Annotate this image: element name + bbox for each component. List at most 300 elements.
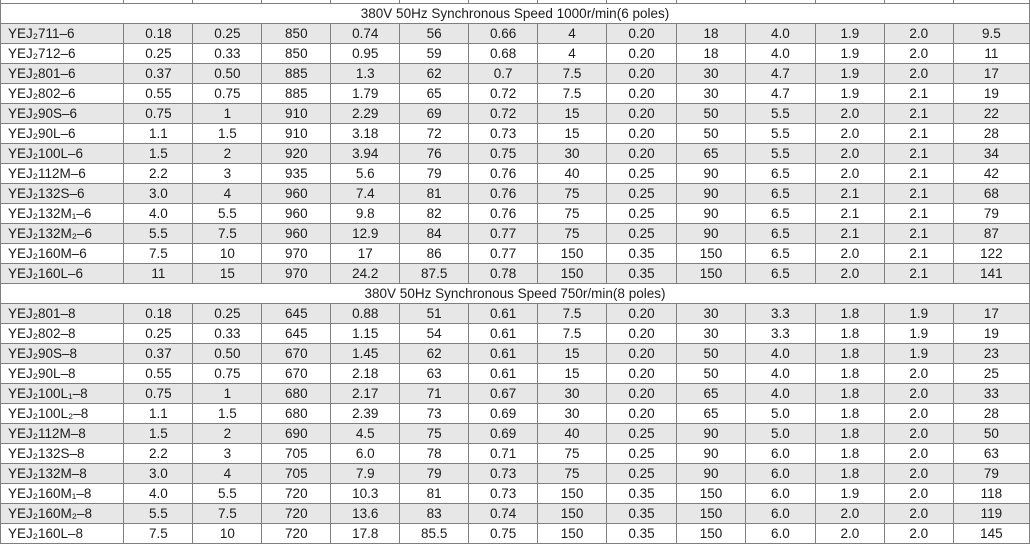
value-cell: 50	[677, 104, 746, 124]
value-cell: 1.1	[124, 404, 193, 424]
value-cell: 63	[953, 444, 1029, 464]
value-cell: 0.68	[469, 44, 538, 64]
table-row	[1, 264, 1030, 284]
value-cell: 2.17	[331, 384, 400, 404]
value-cell: 645	[262, 304, 331, 324]
value-cell: 970	[262, 264, 331, 284]
value-cell: 1	[193, 104, 262, 124]
value-cell: 2.0	[815, 504, 884, 524]
value-cell: 75	[538, 444, 607, 464]
model-cell: YEJ₂160M₂–8	[1, 504, 124, 524]
value-cell: 2.39	[331, 404, 400, 424]
model-cell: YEJ₂711–6	[1, 24, 124, 44]
model-cell: YEJ₂132M₁–6	[1, 204, 124, 224]
model-cell: YEJ₂160M₁–8	[1, 484, 124, 504]
value-cell: 5.5	[193, 204, 262, 224]
value-cell: 1.9	[815, 484, 884, 504]
value-cell: 33	[953, 384, 1029, 404]
model-cell: YEJ₂132S–8	[1, 444, 124, 464]
value-cell: 2.1	[884, 164, 953, 184]
table-row	[1, 404, 1030, 424]
value-cell: 1.9	[815, 44, 884, 64]
value-cell: 11	[124, 264, 193, 284]
model-cell: YEJ₂132S–6	[1, 184, 124, 204]
model-cell: YEJ₂90L–8	[1, 364, 124, 384]
table-row	[1, 304, 1030, 324]
value-cell: 6.0	[331, 444, 400, 464]
value-cell: 6.5	[745, 164, 815, 184]
value-cell: 17	[953, 64, 1029, 84]
value-cell: 0.35	[607, 484, 677, 504]
value-cell: 4	[538, 44, 607, 64]
value-cell: 1.8	[815, 424, 884, 444]
value-cell: 50	[677, 344, 746, 364]
value-cell: 2.1	[815, 224, 884, 244]
model-cell: YEJ₂802–8	[1, 324, 124, 344]
value-cell: 75	[400, 424, 469, 444]
value-cell: 690	[262, 424, 331, 444]
value-cell: 73	[400, 404, 469, 424]
table-row	[1, 504, 1030, 524]
value-cell: 87	[953, 224, 1029, 244]
value-cell: 645	[262, 324, 331, 344]
table-row	[1, 164, 1030, 184]
value-cell: 0.95	[331, 44, 400, 64]
value-cell: 4.0	[124, 204, 193, 224]
value-cell: 1.5	[193, 404, 262, 424]
value-cell: 5.5	[745, 104, 815, 124]
value-cell: 850	[262, 44, 331, 64]
value-cell: 19	[953, 324, 1029, 344]
value-cell: 5.0	[745, 404, 815, 424]
value-cell: 910	[262, 104, 331, 124]
value-cell: 0.73	[469, 484, 538, 504]
value-cell: 670	[262, 364, 331, 384]
model-cell: YEJ₂100L₁–8	[1, 384, 124, 404]
value-cell: 5.0	[745, 424, 815, 444]
value-cell: 0.20	[607, 64, 677, 84]
value-cell: 78	[400, 444, 469, 464]
value-cell: 920	[262, 144, 331, 164]
value-cell: 150	[677, 264, 746, 284]
value-cell: 56	[400, 24, 469, 44]
value-cell: 7.5	[538, 304, 607, 324]
model-cell: YEJ₂160L–6	[1, 264, 124, 284]
value-cell: 4	[193, 184, 262, 204]
value-cell: 18	[677, 44, 746, 64]
value-cell: 885	[262, 64, 331, 84]
value-cell: 1.8	[815, 464, 884, 484]
value-cell: 15	[538, 104, 607, 124]
value-cell: 2.0	[884, 444, 953, 464]
value-cell: 0.25	[193, 24, 262, 44]
value-cell: 1.9	[884, 344, 953, 364]
value-cell: 65	[677, 144, 746, 164]
value-cell: 30	[677, 324, 746, 344]
value-cell: 82	[400, 204, 469, 224]
table-row	[1, 244, 1030, 264]
model-cell: YEJ₂160M–6	[1, 244, 124, 264]
model-cell: YEJ₂801–6	[1, 64, 124, 84]
value-cell: 0.20	[607, 344, 677, 364]
value-cell: 90	[677, 164, 746, 184]
value-cell: 2.2	[124, 164, 193, 184]
value-cell: 90	[677, 444, 746, 464]
value-cell: 2.1	[884, 264, 953, 284]
value-cell: 2.1	[815, 204, 884, 224]
value-cell: 3.3	[745, 324, 815, 344]
value-cell: 2.1	[884, 124, 953, 144]
value-cell: 30	[677, 64, 746, 84]
value-cell: 17	[331, 244, 400, 264]
value-cell: 2.0	[884, 464, 953, 484]
value-cell: 910	[262, 124, 331, 144]
value-cell: 150	[677, 524, 746, 544]
value-cell: 0.75	[193, 364, 262, 384]
value-cell: 0.73	[469, 124, 538, 144]
table-row	[1, 364, 1030, 384]
value-cell: 0.50	[193, 344, 262, 364]
value-cell: 76	[400, 144, 469, 164]
table-row	[1, 344, 1030, 364]
value-cell: 0.61	[469, 324, 538, 344]
model-cell: YEJ₂100L₂–8	[1, 404, 124, 424]
value-cell: 75	[538, 184, 607, 204]
value-cell: 4.0	[745, 24, 815, 44]
value-cell: 3.94	[331, 144, 400, 164]
value-cell: 0.76	[469, 204, 538, 224]
value-cell: 1.9	[884, 304, 953, 324]
value-cell: 86	[400, 244, 469, 264]
value-cell: 7.5	[193, 504, 262, 524]
value-cell: 10.3	[331, 484, 400, 504]
section-header-row	[1, 4, 1030, 24]
section-header: 380V 50Hz Synchronous Speed 1000r/min(6 poles)	[1, 4, 1030, 24]
value-cell: 3.0	[124, 464, 193, 484]
value-cell: 0.25	[607, 164, 677, 184]
value-cell: 5.5	[124, 224, 193, 244]
value-cell: 65	[400, 84, 469, 104]
value-cell: 10	[193, 244, 262, 264]
value-cell: 0.20	[607, 144, 677, 164]
value-cell: 4.0	[745, 344, 815, 364]
value-cell: 0.74	[469, 504, 538, 524]
value-cell: 62	[400, 64, 469, 84]
value-cell: 10	[193, 524, 262, 544]
value-cell: 5.6	[331, 164, 400, 184]
model-cell: YEJ₂112M–8	[1, 424, 124, 444]
value-cell: 4.5	[331, 424, 400, 444]
value-cell: 0.61	[469, 344, 538, 364]
value-cell: 0.69	[469, 404, 538, 424]
value-cell: 3.0	[124, 184, 193, 204]
value-cell: 2.1	[884, 204, 953, 224]
value-cell: 9.5	[953, 24, 1029, 44]
table-row	[1, 64, 1030, 84]
value-cell: 0.20	[607, 124, 677, 144]
value-cell: 50	[677, 364, 746, 384]
value-cell: 15	[538, 344, 607, 364]
value-cell: 1.5	[124, 424, 193, 444]
value-cell: 90	[677, 424, 746, 444]
value-cell: 960	[262, 184, 331, 204]
value-cell: 2.1	[884, 144, 953, 164]
value-cell: 18	[677, 24, 746, 44]
value-cell: 3.3	[745, 304, 815, 324]
model-cell: YEJ₂801–8	[1, 304, 124, 324]
value-cell: 0.75	[469, 524, 538, 544]
value-cell: 0.25	[607, 464, 677, 484]
value-cell: 0.18	[124, 24, 193, 44]
value-cell: 0.20	[607, 384, 677, 404]
value-cell: 141	[953, 264, 1029, 284]
model-cell: YEJ₂90S–8	[1, 344, 124, 364]
value-cell: 30	[677, 84, 746, 104]
value-cell: 850	[262, 24, 331, 44]
value-cell: 30	[538, 404, 607, 424]
value-cell: 0.33	[193, 324, 262, 344]
value-cell: 87.5	[400, 264, 469, 284]
value-cell: 0.66	[469, 24, 538, 44]
value-cell: 71	[400, 384, 469, 404]
value-cell: 0.76	[469, 164, 538, 184]
model-cell: YEJ₂100L–6	[1, 144, 124, 164]
value-cell: 0.25	[607, 424, 677, 444]
table-row	[1, 104, 1030, 124]
value-cell: 1.8	[815, 384, 884, 404]
value-cell: 885	[262, 84, 331, 104]
table-row	[1, 424, 1030, 444]
value-cell: 15	[193, 264, 262, 284]
value-cell: 50	[953, 424, 1029, 444]
value-cell: 11	[953, 44, 1029, 64]
value-cell: 0.75	[124, 384, 193, 404]
value-cell: 54	[400, 324, 469, 344]
value-cell: 4.0	[745, 44, 815, 64]
model-cell: YEJ₂90L–6	[1, 124, 124, 144]
value-cell: 0.69	[469, 424, 538, 444]
value-cell: 6.5	[745, 264, 815, 284]
table-row	[1, 464, 1030, 484]
value-cell: 0.74	[331, 24, 400, 44]
value-cell: 7.5	[538, 324, 607, 344]
value-cell: 0.35	[607, 244, 677, 264]
value-cell: 0.25	[193, 304, 262, 324]
value-cell: 4.7	[745, 64, 815, 84]
value-cell: 6.5	[745, 184, 815, 204]
value-cell: 122	[953, 244, 1029, 264]
table-row	[1, 144, 1030, 164]
value-cell: 150	[677, 504, 746, 524]
value-cell: 150	[538, 264, 607, 284]
value-cell: 0.20	[607, 104, 677, 124]
model-cell: YEJ₂132M₂–6	[1, 224, 124, 244]
value-cell: 0.20	[607, 44, 677, 64]
value-cell: 0.25	[607, 444, 677, 464]
value-cell: 0.77	[469, 244, 538, 264]
value-cell: 1.8	[815, 304, 884, 324]
value-cell: 79	[953, 464, 1029, 484]
table-row	[1, 444, 1030, 464]
value-cell: 24.2	[331, 264, 400, 284]
value-cell: 6.0	[745, 524, 815, 544]
value-cell: 5.5	[745, 124, 815, 144]
value-cell: 75	[538, 204, 607, 224]
value-cell: 1.5	[193, 124, 262, 144]
value-cell: 2.2	[124, 444, 193, 464]
value-cell: 30	[538, 144, 607, 164]
model-cell: YEJ₂160L–8	[1, 524, 124, 544]
value-cell: 0.61	[469, 304, 538, 324]
value-cell: 81	[400, 184, 469, 204]
value-cell: 85.5	[400, 524, 469, 544]
value-cell: 2.1	[884, 244, 953, 264]
value-cell: 1.8	[815, 324, 884, 344]
value-cell: 960	[262, 204, 331, 224]
value-cell: 5.5	[745, 144, 815, 164]
section-header-row	[1, 284, 1030, 304]
value-cell: 17.8	[331, 524, 400, 544]
value-cell: 118	[953, 484, 1029, 504]
value-cell: 79	[400, 164, 469, 184]
value-cell: 0.37	[124, 344, 193, 364]
value-cell: 935	[262, 164, 331, 184]
value-cell: 12.9	[331, 224, 400, 244]
value-cell: 2.0	[884, 524, 953, 544]
value-cell: 0.7	[469, 64, 538, 84]
value-cell: 50	[677, 124, 746, 144]
value-cell: 23	[953, 344, 1029, 364]
value-cell: 1.9	[815, 24, 884, 44]
table-row	[1, 324, 1030, 344]
table-row	[1, 384, 1030, 404]
value-cell: 0.67	[469, 384, 538, 404]
value-cell: 150	[677, 244, 746, 264]
value-cell: 4.7	[745, 84, 815, 104]
value-cell: 0.71	[469, 444, 538, 464]
value-cell: 705	[262, 464, 331, 484]
value-cell: 5.5	[124, 504, 193, 524]
value-cell: 0.35	[607, 524, 677, 544]
table-body	[1, 0, 1030, 544]
value-cell: 69	[400, 104, 469, 124]
value-cell: 0.75	[193, 84, 262, 104]
value-cell: 30	[677, 304, 746, 324]
value-cell: 2.0	[884, 364, 953, 384]
value-cell: 3.18	[331, 124, 400, 144]
model-cell: YEJ₂712–6	[1, 44, 124, 64]
value-cell: 1.45	[331, 344, 400, 364]
value-cell: 84	[400, 224, 469, 244]
value-cell: 3	[193, 444, 262, 464]
table-row	[1, 484, 1030, 504]
value-cell: 7.9	[331, 464, 400, 484]
value-cell: 81	[400, 484, 469, 504]
value-cell: 19	[953, 84, 1029, 104]
value-cell: 0.76	[469, 184, 538, 204]
value-cell: 1.9	[815, 84, 884, 104]
value-cell: 0.35	[607, 264, 677, 284]
value-cell: 2.0	[884, 44, 953, 64]
value-cell: 2.1	[884, 224, 953, 244]
value-cell: 0.20	[607, 364, 677, 384]
value-cell: 6.0	[745, 464, 815, 484]
value-cell: 2.0	[815, 144, 884, 164]
value-cell: 1.3	[331, 64, 400, 84]
value-cell: 0.25	[607, 184, 677, 204]
value-cell: 6.0	[745, 444, 815, 464]
value-cell: 7.5	[193, 224, 262, 244]
value-cell: 680	[262, 404, 331, 424]
value-cell: 0.88	[331, 304, 400, 324]
value-cell: 90	[677, 224, 746, 244]
value-cell: 0.25	[124, 324, 193, 344]
value-cell: 0.55	[124, 364, 193, 384]
value-cell: 1.79	[331, 84, 400, 104]
value-cell: 25	[953, 364, 1029, 384]
value-cell: 22	[953, 104, 1029, 124]
value-cell: 5.5	[193, 484, 262, 504]
value-cell: 0.77	[469, 224, 538, 244]
value-cell: 2.0	[815, 244, 884, 264]
value-cell: 2.0	[815, 104, 884, 124]
value-cell: 6.5	[745, 224, 815, 244]
value-cell: 0.72	[469, 104, 538, 124]
value-cell: 2.0	[884, 504, 953, 524]
value-cell: 145	[953, 524, 1029, 544]
value-cell: 150	[538, 524, 607, 544]
value-cell: 1.8	[815, 444, 884, 464]
value-cell: 28	[953, 124, 1029, 144]
value-cell: 6.5	[745, 244, 815, 264]
value-cell: 6.0	[745, 484, 815, 504]
table-row	[1, 44, 1030, 64]
value-cell: 0.20	[607, 324, 677, 344]
value-cell: 2.0	[815, 124, 884, 144]
value-cell: 2.0	[815, 264, 884, 284]
value-cell: 2	[193, 144, 262, 164]
value-cell: 970	[262, 244, 331, 264]
value-cell: 1.9	[884, 324, 953, 344]
value-cell: 0.72	[469, 84, 538, 104]
value-cell: 65	[677, 404, 746, 424]
value-cell: 0.20	[607, 84, 677, 104]
value-cell: 13.6	[331, 504, 400, 524]
value-cell: 680	[262, 384, 331, 404]
value-cell: 2.0	[884, 24, 953, 44]
value-cell: 1.8	[815, 344, 884, 364]
value-cell: 0.75	[469, 144, 538, 164]
value-cell: 17	[953, 304, 1029, 324]
value-cell: 42	[953, 164, 1029, 184]
value-cell: 4.0	[124, 484, 193, 504]
value-cell: 2.0	[884, 384, 953, 404]
value-cell: 62	[400, 344, 469, 364]
table-row	[1, 184, 1030, 204]
model-cell: YEJ₂90S–6	[1, 104, 124, 124]
value-cell: 7.4	[331, 184, 400, 204]
table-row	[1, 224, 1030, 244]
value-cell: 0.18	[124, 304, 193, 324]
value-cell: 79	[400, 464, 469, 484]
model-cell: YEJ₂802–6	[1, 84, 124, 104]
value-cell: 2.29	[331, 104, 400, 124]
value-cell: 2.18	[331, 364, 400, 384]
model-cell: YEJ₂112M–6	[1, 164, 124, 184]
value-cell: 51	[400, 304, 469, 324]
value-cell: 0.55	[124, 84, 193, 104]
value-cell: 1.8	[815, 364, 884, 384]
